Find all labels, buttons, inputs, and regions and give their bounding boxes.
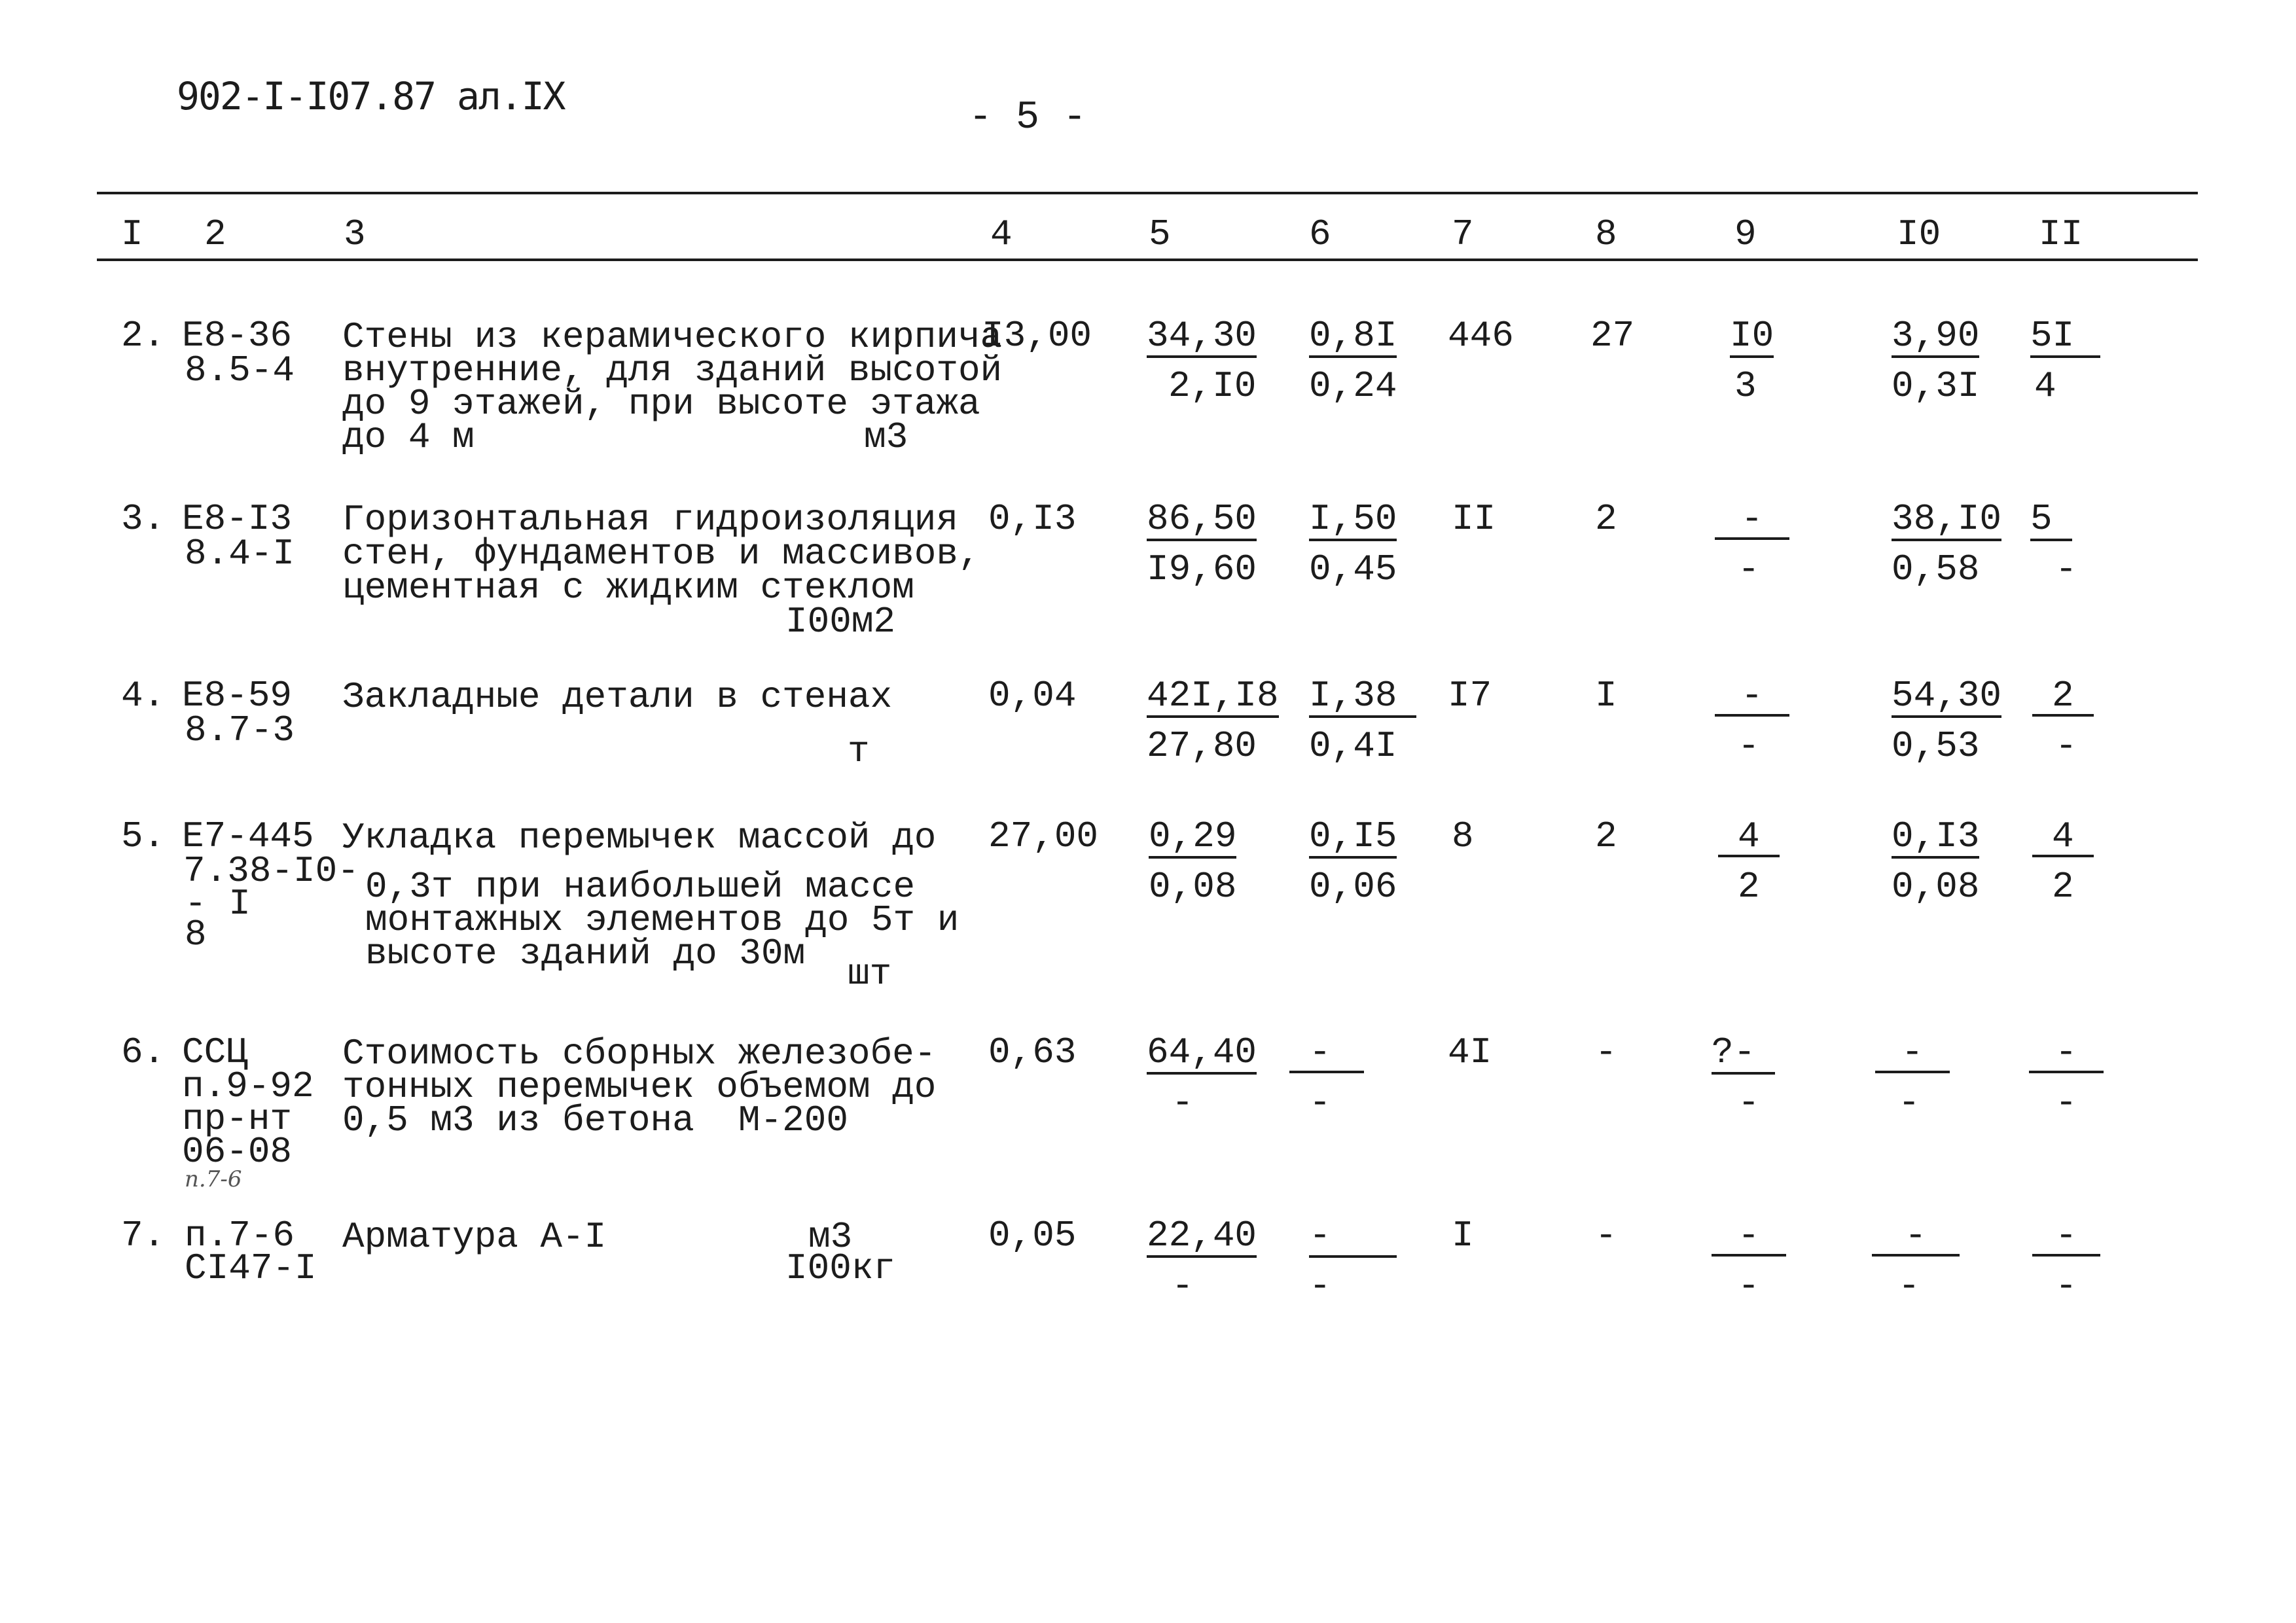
row-description: цементная с жидким стеклом [342, 567, 914, 609]
row-c10-top: 0,I3 [1892, 815, 1980, 857]
row-description: Укладка перемычек массой до [342, 817, 937, 859]
row-code: СI47-I [185, 1247, 317, 1289]
row-c5-top: 0,29 [1149, 815, 1237, 857]
row-number: 3. [121, 498, 166, 540]
row-description: высоте зданий до 30м [365, 933, 806, 974]
col-header-9: 9 [1734, 213, 1757, 255]
col-header-4: 4 [990, 213, 1013, 255]
row-c9-bottom: 2 [1738, 866, 1760, 908]
row-number: 6. [121, 1031, 166, 1073]
row-quantity: I3,00 [982, 315, 1092, 357]
row-c11-top: 4 [2032, 818, 2094, 857]
row-unit: м3 [864, 416, 908, 458]
row-number: 2. [121, 315, 166, 357]
row-description: до 4 м [342, 416, 475, 458]
row-code: пр-нт [182, 1098, 293, 1140]
row-description: монтажных элементов до 5т и [365, 899, 960, 941]
row-c11-bottom: - [2055, 548, 2077, 590]
handwritten-note: п.7-6 [185, 1166, 242, 1192]
row-c6-top: - [1309, 1217, 1397, 1258]
row-description: Закладные детали в стенах [342, 676, 893, 718]
row-code: 8.7-3 [185, 709, 295, 751]
row-c10-top: 3,90 [1892, 315, 1980, 357]
row-c9-top: - [1715, 501, 1789, 540]
row-number: 4. [121, 675, 166, 717]
row-unit-secondary: I00кг [785, 1247, 896, 1289]
row-c5-bottom: 2,I0 [1168, 365, 1257, 407]
row-c8: - [1595, 1215, 1617, 1257]
col-header-2: 2 [204, 213, 226, 255]
row-unit: шт [848, 953, 892, 995]
row-c6-bottom: - [1309, 1082, 1331, 1124]
col-header-6: 6 [1309, 213, 1331, 255]
col-header-3: 3 [344, 213, 366, 255]
row-description: Стоимость сборных железобе- [342, 1033, 937, 1075]
row-c9-top: ?- [1712, 1034, 1775, 1075]
row-code: Е8-36 [182, 315, 293, 357]
row-c5-bottom: 0,08 [1149, 866, 1237, 908]
col-header-7: 7 [1452, 213, 1474, 255]
col-header-11: II [2039, 213, 2083, 255]
row-c11-top: 5I [2030, 317, 2100, 358]
row-c10-top: 54,30 [1892, 675, 2002, 717]
row-c11-top: 5 [2030, 501, 2072, 541]
row-code: 06-08 [182, 1131, 293, 1173]
row-c5-top: 64,40 [1147, 1031, 1257, 1073]
row-code: 8 [185, 914, 207, 955]
row-c11-bottom: - [2055, 725, 2077, 767]
row-c6-top: I,50 [1309, 498, 1397, 540]
row-code: п.7-6 [185, 1215, 295, 1257]
row-quantity: 0,05 [988, 1215, 1077, 1257]
row-c9-top: I0 [1730, 315, 1774, 357]
row-c8: 2 [1595, 498, 1617, 540]
row-code: - I [185, 883, 251, 925]
col-header-5: 5 [1149, 213, 1171, 255]
row-c6-bottom: - [1309, 1265, 1331, 1307]
row-description: Стены из керамического кирпича [342, 316, 1003, 358]
row-c7: I [1452, 1215, 1474, 1257]
row-c9-top: - [1715, 677, 1789, 717]
row-description: Арматура А-I [342, 1216, 607, 1258]
row-c8: 2 [1595, 815, 1617, 857]
row-description: 0,3т при наибольшей массе [365, 866, 916, 908]
row-description: стен, фундаментов и массивов, [342, 533, 980, 575]
row-c10-top: 38,I0 [1892, 498, 2002, 540]
row-c11-bottom: - [2055, 1265, 2077, 1307]
row-code: Е8-I3 [182, 498, 293, 540]
row-c11-top: - [2032, 1217, 2100, 1257]
table-top-rule [97, 192, 2198, 194]
row-quantity: 0,04 [988, 675, 1077, 717]
row-unit: м3 [808, 1216, 853, 1258]
row-c10-bottom: 0,58 [1892, 548, 1980, 590]
row-c5-top: 42I,I8 [1147, 675, 1279, 717]
row-c11-bottom: - [2055, 1082, 2077, 1124]
row-c5-top: 22,40 [1147, 1215, 1257, 1257]
row-c6-top: I,38 [1309, 677, 1416, 718]
row-c10-bottom: - [1898, 1082, 1920, 1124]
col-header-8: 8 [1595, 213, 1617, 255]
row-c5-bottom: 27,80 [1147, 725, 1257, 767]
row-c9-top: 4 [1718, 818, 1780, 857]
col-header-1: I [121, 213, 143, 255]
row-description: 0,5 м3 из бетона М-200 [342, 1099, 848, 1141]
row-c7: I7 [1448, 675, 1492, 717]
row-quantity: 27,00 [988, 815, 1099, 857]
row-c10-top: - [1875, 1034, 1950, 1073]
row-code: Е7-445 [182, 815, 314, 857]
row-c11-top: - [2029, 1034, 2104, 1073]
row-number: 7. [121, 1215, 166, 1257]
row-c9-bottom: - [1738, 725, 1760, 767]
row-c7: 4I [1448, 1031, 1492, 1073]
row-c5-bottom: - [1172, 1265, 1194, 1307]
row-c6-top: - [1289, 1034, 1364, 1073]
row-c5-bottom: - [1172, 1082, 1194, 1124]
row-code: 7.38-I0- [183, 850, 359, 892]
row-c10-bottom: - [1898, 1265, 1920, 1307]
row-unit: т [848, 730, 870, 772]
row-c9-bottom: - [1738, 1082, 1760, 1124]
row-code: 8.5-4 [185, 349, 295, 391]
row-description: тонных перемычек объемом до [342, 1066, 937, 1108]
row-c11-bottom: 4 [2034, 365, 2056, 407]
row-c6-bottom: 0,4I [1309, 725, 1397, 767]
row-c6-bottom: 0,24 [1309, 365, 1397, 407]
row-c8: I [1595, 675, 1617, 717]
row-c10-top: - [1872, 1217, 1960, 1257]
row-c10-bottom: 0,3I [1892, 365, 1980, 407]
table-header-rule [97, 259, 2198, 261]
row-c6-bottom: 0,45 [1309, 548, 1397, 590]
row-c6-top: 0,8I [1309, 315, 1397, 357]
row-c6-bottom: 0,06 [1309, 866, 1397, 908]
row-c5-bottom: I9,60 [1147, 548, 1257, 590]
row-c8: - [1595, 1031, 1617, 1073]
row-c9-bottom: 3 [1734, 365, 1757, 407]
row-c9-top: - [1712, 1217, 1786, 1257]
row-c7: II [1452, 498, 1496, 540]
row-c11-top: 2 [2032, 677, 2094, 717]
row-c6-top: 0,I5 [1309, 815, 1397, 857]
col-header-10: I0 [1897, 213, 1941, 255]
row-c9-bottom: - [1738, 548, 1760, 590]
row-c11-bottom: 2 [2052, 866, 2074, 908]
row-c10-bottom: 0,53 [1892, 725, 1980, 767]
row-c9-bottom: - [1738, 1265, 1760, 1307]
row-quantity: 0,63 [988, 1031, 1077, 1073]
row-code: ССЦ [182, 1031, 248, 1073]
row-c5-top: 86,50 [1147, 498, 1257, 540]
row-description: внутренние, для зданий высотой [342, 349, 1003, 391]
row-unit: I00м2 [785, 601, 896, 643]
row-code: п.9-92 [182, 1065, 314, 1107]
row-code: Е8-59 [182, 675, 293, 717]
document-code: 902-I-I07.87 ал.IX [177, 74, 565, 118]
row-description: Горизонтальная гидроизоляция [342, 499, 958, 541]
row-c10-bottom: 0,08 [1892, 866, 1980, 908]
row-description: до 9 этажей, при высоте этажа [342, 383, 980, 425]
row-c7: 8 [1452, 815, 1474, 857]
row-code: 8.4-I [185, 533, 295, 575]
row-number: 5. [121, 815, 166, 857]
row-quantity: 0,I3 [988, 498, 1077, 540]
page-number: - 5 - [969, 96, 1087, 140]
row-c7: 446 [1448, 315, 1514, 357]
row-c5-top: 34,30 [1147, 315, 1257, 357]
row-c8: 27 [1590, 315, 1635, 357]
